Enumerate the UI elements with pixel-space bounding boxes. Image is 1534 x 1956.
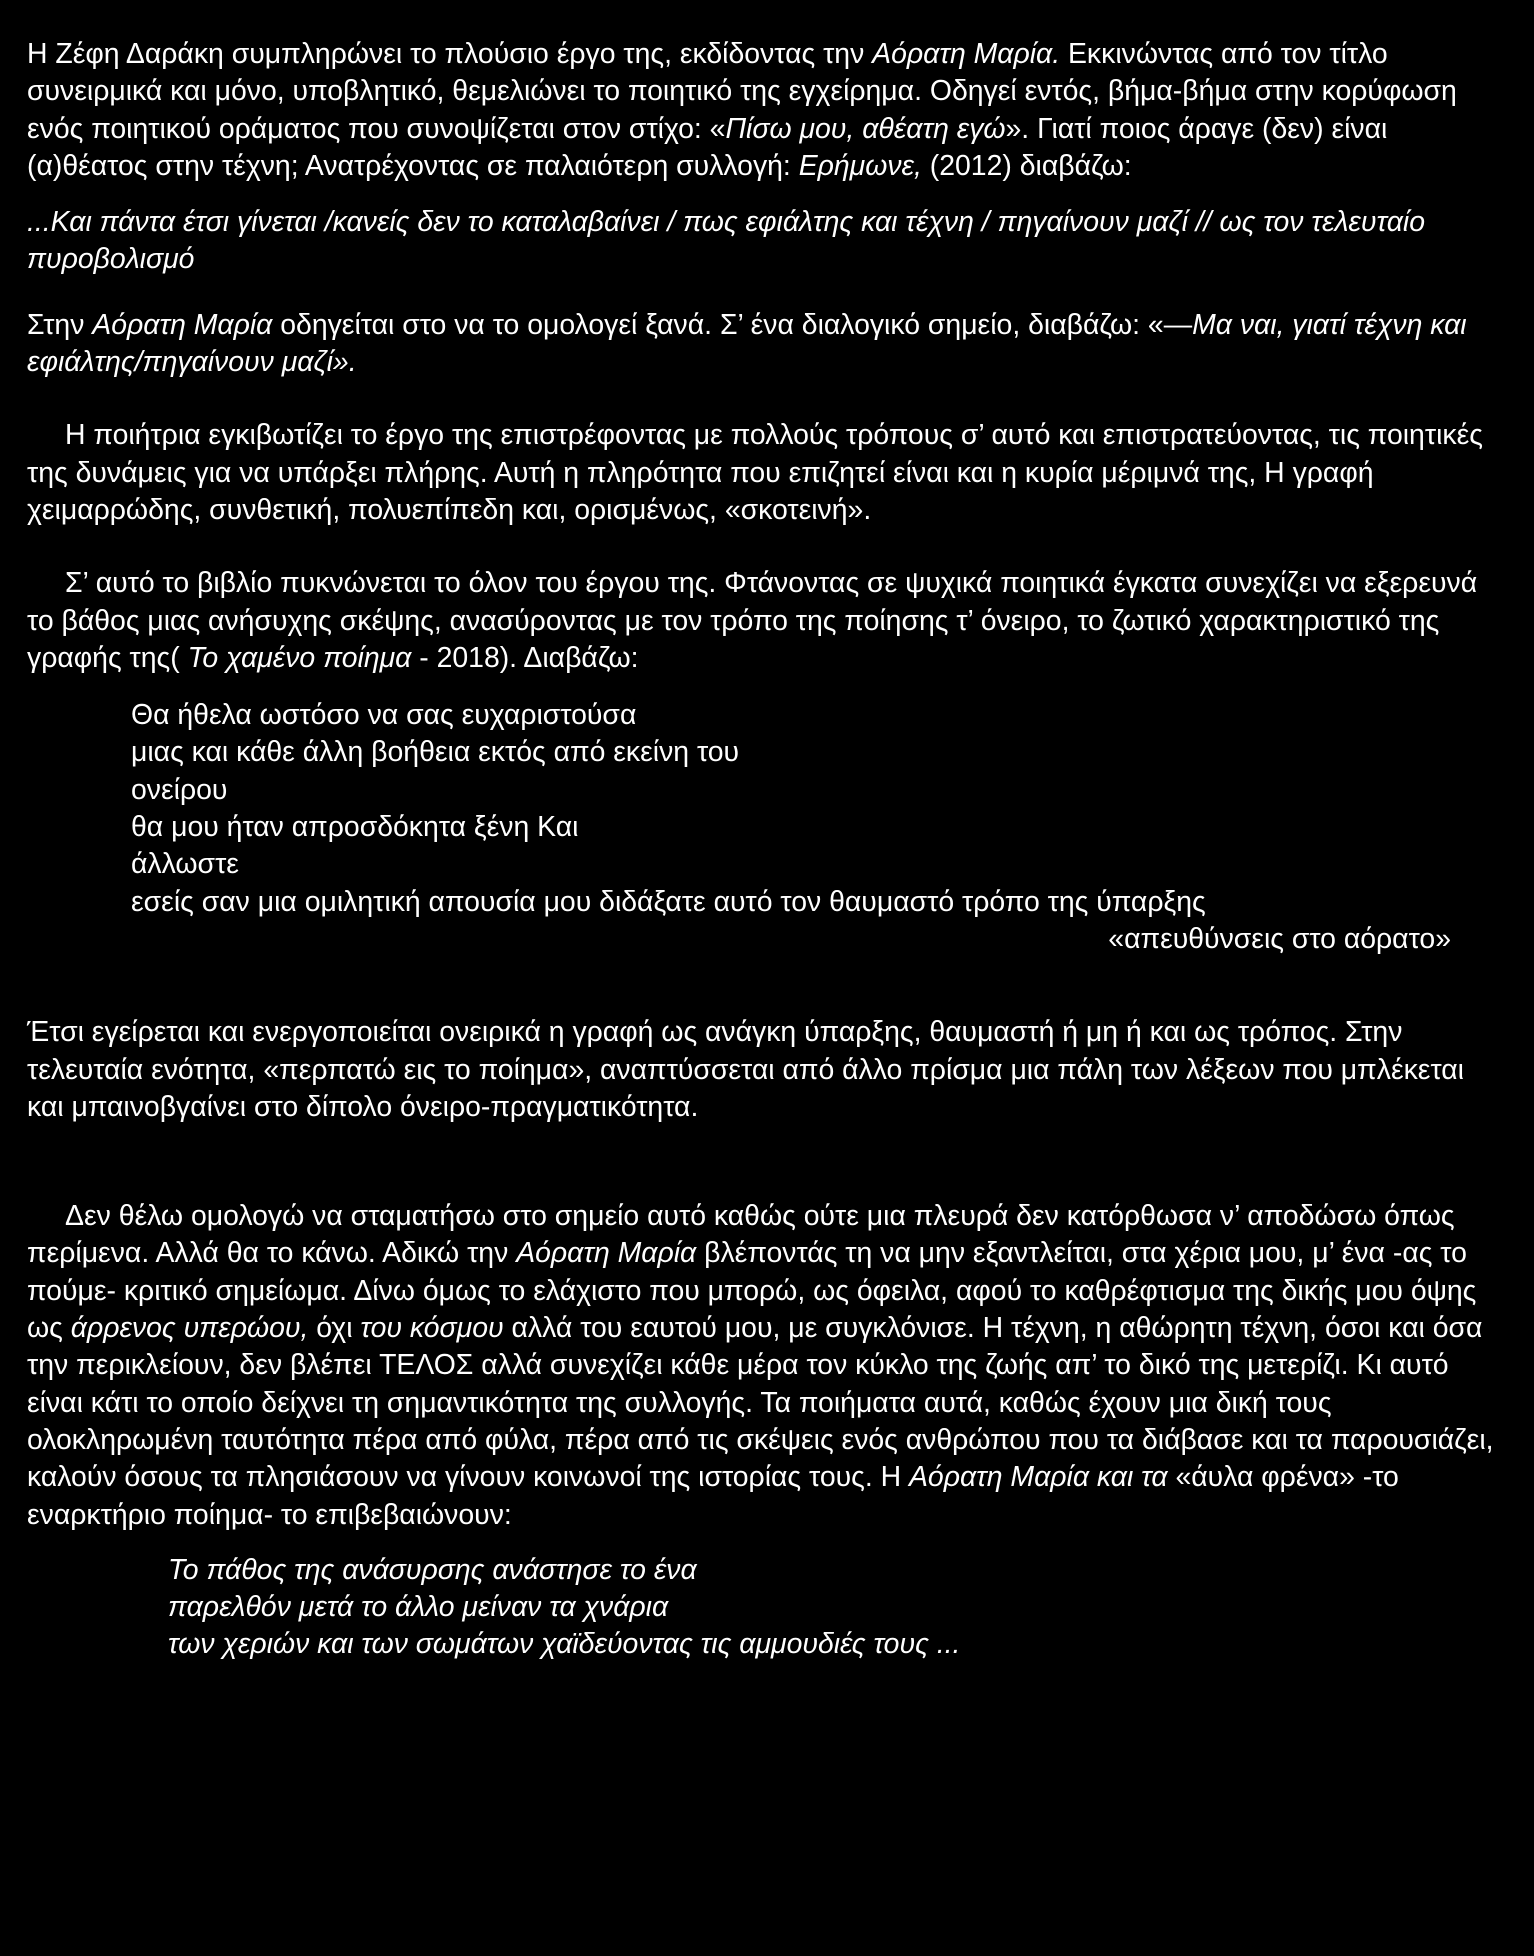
text-span: ». Γιατί ποιος άραγε (δεν) είναι (α)θέατος στην τέχνη; Ανατρέχοντας σε παλαιότερη συλλογή: — [27, 112, 1388, 182]
poem-line: Θα ήθελα ωστόσο να σας ευχαριστούσα — [131, 699, 637, 732]
book-title-italic: Αόρατη Μαρία — [92, 308, 273, 341]
poem-line: άλλωστε — [131, 848, 239, 881]
poem-line: παρελθόν μετά το άλλο μείναν τα χνάρια — [168, 1591, 669, 1624]
paragraph-poet: Η ποιήτρια εγκιβωτίζει το έργο της επιστρέφοντας με πολλούς τρόπους σ’ αυτό και επιστρατεύοντας, τις ποιητικές της δυνάμεις για να υπάρξει πλήρης. Αυτή η πληρότητα που επιζητεί είναι και η κυρία μέριμνά της, Η γραφή χειμαρρώδης, συνθετική, πολυεπίπεδη και, ορισμένως, «σκοτεινή». — [27, 419, 1483, 526]
paragraph-book — [27, 565, 1507, 677]
poem-excerpt-2 — [168, 1552, 1507, 1664]
quote-excerpt: ...Και πάντα έτσι γίνεται /κανείς δεν το καταλαβαίνει / πως εφιάλτης και τέχνη / πηγαίνουν μαζί // ως τον τελευταίο πυροβολισμό — [27, 206, 1426, 276]
poem-excerpt-1 — [131, 697, 1451, 958]
paragraph-dream: Έτσι εγείρεται και ενεργοποιείται ονειρικά η γραφή ως ανάγκη ύπαρξης, θαυμαστή ή μη ή και ως τρόπος. Στην τελευταία ενότητα, «περπατώ εις το ποίημα», αναπτύσσεται από άλλο πρίσμα μια πάλη των λέξεων που μπλέκεται και μπαινοβγαίνει στο δίπολο όνειρο-πραγματικότητα. — [27, 1016, 1464, 1123]
quoted-verse-italic: Πίσω μου, αθέατη εγώ — [725, 112, 1006, 145]
book-title-italic: Το χαμένο ποίημα — [187, 641, 412, 674]
paragraph-intro — [27, 36, 1507, 185]
paragraph-dialogue — [27, 307, 1507, 382]
phrase-italic: άρρενος υπερώου, — [70, 1312, 309, 1345]
collection-title-italic: Ερήμωνε, — [798, 149, 922, 182]
text-span: οδηγείται στο να το ομολογεί ξανά. Σ’ ένα διαλογικό σημείο, διαβάζω: «— — [272, 308, 1193, 341]
poem-line: εσείς σαν μια ομιλητική απουσία μου διδάξατε αυτό τον θαυμαστό τρόπο της ύπαρξης — [131, 885, 1206, 918]
book-title-italic: Αόρατη Μαρία. — [872, 38, 1061, 70]
book-title-italic: Αόρατη Μαρία — [516, 1237, 697, 1270]
text-span: (2012) διαβάζω: — [921, 149, 1132, 182]
text-span: βλέποντάς τη να μην εξαντλείται, στα χέρια μου, μ’ ένα -ας το πούμε- κριτικό σημείωμα. Δίνω όμως το ελάχιστο που μπορώ, ως όφειλα, αφού το καθρέφτισμα της δικής μου όψης ως — [27, 1237, 1477, 1345]
text-span: αλλά του εαυτού μου, με συγκλόνισε. Η τέχνη, η αθώρητη τέχνη, όσοι και όσα την περικλείουν, δεν βλέπει ΤΕΛΟΣ αλλά συνεχίζει κάθε μέρα τον κύκλο της ζωής απ’ το δικό της μετερίζι. Κι αυτό είναι κάτι το οποίο δείχνει τη σημαντικότητα της συλλογής. Τα ποιήματα αυτά, καθώς έχουν μια δική τους ολοκληρωμένη ταυτότητα πέρα από φύλα, πέρα από τις σκέψεις ενός ανθρώπου που τα διάβασε και τα παρουσιάζει, καλούν όσους τα πλησιάσουν να γίνουν κοινωνοί της ιστορίας τους. Η — [27, 1312, 1494, 1494]
text-span: Δεν θέλω ομολογώ να σταματήσω στο σημείο αυτό καθώς ούτε μια πλευρά δεν κατόρθωσα ν’ αποδώσω όπως περίμενα. Αλλά θα το κάνω. Αδικώ την — [27, 1200, 1455, 1270]
text-span: Σ’ αυτό το βιβλίο πυκνώνεται το όλον του έργου της. Φτάνοντας σε ψυχικά ποιητικά έγκατα συνεχίζει να εξερευνά το βάθος μιας ανήσυχης σκέψης, ανασύροντας με τον τρόπο της ποίησης τ’ όνειρο, το ζωτικό χαρακτηριστικό της γραφής της( — [27, 567, 1478, 674]
phrase-italic: του κόσμου — [360, 1312, 504, 1345]
text-span: Στην — [27, 308, 93, 341]
text-span: «άυλα φρένα» -το εναρκτήριο ποίημα- το επιβεβαιώνουν: — [27, 1461, 1399, 1531]
poem-line: ονείρου — [131, 773, 228, 806]
poem-line: θα μου ήταν απροσδόκητα ξένη Και — [131, 811, 579, 844]
paragraph-conclusion — [27, 1198, 1507, 1534]
text-span: Εκκινώντας από τον τίτλο συνειρμικά και μόνο, υποβλητικό, θεμελιώνει το ποιητικό της εγχείρημα. Οδηγεί εντός, βήμα-βήμα στην κορύφωση ενός ποιητικού οράματος που συνοψίζεται στον στίχο: « — [27, 38, 1457, 145]
poem-line: Το πάθος της ανάσυρσης ανάστησε το ένα — [168, 1553, 697, 1586]
text-span: όχι — [308, 1312, 361, 1345]
text-span: - 2018). Διαβάζω: — [411, 641, 639, 674]
poem-line: μιας και κάθε άλλη βοήθεια εκτός από εκείνη του — [131, 736, 740, 769]
book-title-italic: Αόρατη Μαρία και τα — [908, 1461, 1168, 1494]
poem-line: των χεριών και των σωμάτων χαϊδεύοντας τις αμμουδιές τους ... — [168, 1628, 961, 1661]
dialogue-quote-italic: Μα ναι, γιατί τέχνη και εφιάλτης/πηγαίνουν μαζί». — [27, 308, 1467, 379]
poem-source: «απευθύνσεις στο αόρατο» — [1108, 922, 1451, 955]
article-body — [27, 36, 1507, 1664]
text-span: Η Ζέφη Δαράκη συμπληρώνει το πλούσιο έργο της, εκδίδοντας την — [27, 38, 873, 70]
